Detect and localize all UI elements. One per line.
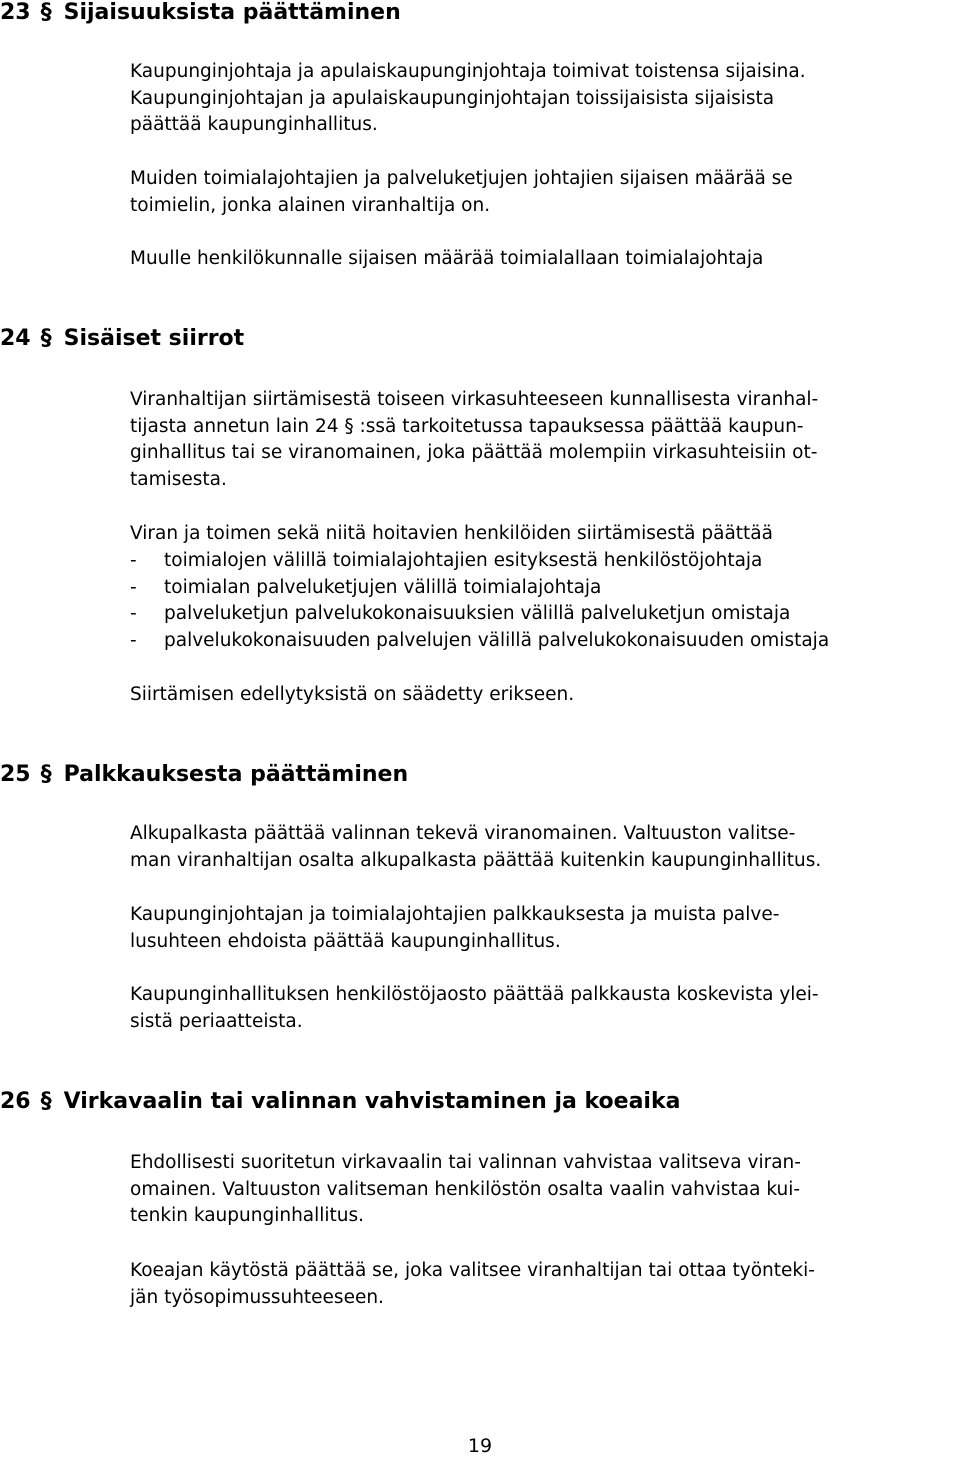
section-25-heading <box>0 762 408 788</box>
text-line: omainen. Valtuuston valitseman henkilöstön osalta vaalin vahvistaa kui- <box>130 1178 801 1200</box>
section-23-paragraph-2 <box>130 166 793 219</box>
text-line: Muiden toimialajohtajien ja palveluketjujen johtajien sijaisen määrää se <box>130 168 793 189</box>
section-number: 26 <box>0 1089 31 1114</box>
list-item <box>130 548 829 575</box>
section-26-paragraph-2 <box>130 1258 815 1311</box>
text-line: Siirtämisen edellytyksistä on säädetty erikseen. <box>130 684 575 705</box>
text-line: Muulle henkilökunnalle sijaisen määrää toimialallaan toimialajohtaja <box>130 248 764 269</box>
section-24-heading <box>0 326 244 352</box>
section-24-list <box>130 548 829 654</box>
section-title: Palkkauksesta päättäminen <box>63 762 409 787</box>
text-line: Ehdollisesti suoritetun virkavaalin tai valinnan vahvistaa valitseva viran- <box>130 1152 801 1173</box>
list-marker: - <box>130 550 137 571</box>
text-line: man viranhaltijan osalta alkupalkasta päättää kuitenkin kaupunginhallitus. <box>130 849 822 871</box>
list-marker: - <box>130 629 137 651</box>
text-line: jän työsopimussuhteeseen. <box>130 1286 384 1308</box>
section-25-paragraph-1 <box>130 821 821 874</box>
text-line: Viranhaltijan siirtämisestä toiseen virkasuhteeseen kunnallisesta viranhal- <box>130 389 819 410</box>
section-number: 23 <box>0 0 31 25</box>
text-line: Koeajan käytöstä päättää se, joka valitsee viranhaltijan tai ottaa työnteki- <box>130 1260 815 1281</box>
section-23-paragraph-1 <box>130 59 806 139</box>
text-line: sistä periaatteista. <box>130 1010 303 1032</box>
section-24-paragraph-2 <box>130 521 773 548</box>
section-number: 25 <box>0 762 31 787</box>
list-item <box>130 575 829 602</box>
section-24-paragraph-3 <box>130 682 574 709</box>
list-marker: - <box>130 603 137 624</box>
text-line: tenkin kaupunginhallitus. <box>130 1205 365 1226</box>
section-symbol: § <box>40 0 52 25</box>
section-symbol: § <box>40 762 52 787</box>
section-title: Virkavaalin tai valinnan vahvistaminen ja koeaika <box>63 1089 681 1114</box>
section-title: Sijaisuuksista päättäminen <box>63 0 401 25</box>
section-title: Sisäiset siirrot <box>63 326 245 351</box>
section-23-heading <box>0 0 401 26</box>
list-item-text: palveluketjun palvelukokonaisuuksien välillä palveluketjun omistaja <box>164 603 791 624</box>
section-26-paragraph-1 <box>130 1150 801 1230</box>
section-symbol: § <box>40 326 52 351</box>
text-line: Kaupunginhallituksen henkilöstöjaosto päättää palkkausta koskevista ylei- <box>130 984 819 1005</box>
text-line: toimielin, jonka alainen viranhaltija on. <box>130 194 491 216</box>
page-number: 19 <box>467 1435 493 1457</box>
section-symbol: § <box>40 1089 52 1114</box>
section-23-paragraph-3 <box>130 246 763 273</box>
text-line: ginhallitus tai se viranomainen, joka päättää molempiin virkasuhteisiin ot- <box>130 442 818 463</box>
section-25-paragraph-3 <box>130 982 819 1035</box>
text-line: Kaupunginjohtajan ja toimialajohtajien palkkauksesta ja muista palve- <box>130 904 780 925</box>
text-line: Viran ja toimen sekä niitä hoitavien henkilöiden siirtämisestä päättää <box>130 523 773 544</box>
text-line: Kaupunginjohtaja ja apulaiskaupunginjohtaja toimivat toistensa sijaisina. <box>130 61 806 82</box>
section-24-paragraph-1 <box>130 387 818 493</box>
text-line: Alkupalkasta päättää valinnan tekevä viranomainen. Valtuuston valitse- <box>130 823 796 844</box>
text-line: tamisesta. <box>130 468 227 490</box>
list-marker: - <box>130 576 137 598</box>
section-number: 24 <box>0 326 31 351</box>
section-26-heading <box>0 1089 680 1115</box>
text-line: Kaupunginjohtajan ja apulaiskaupunginjohtajan toissijaisista sijaisista <box>130 87 775 109</box>
text-line: tijasta annetun lain 24 § :ssä tarkoitetussa tapauksessa päättää kaupun- <box>130 415 804 437</box>
text-line: lusuhteen ehdoista päättää kaupunginhallitus. <box>130 930 561 952</box>
section-25-paragraph-2 <box>130 902 779 955</box>
text-line: päättää kaupunginhallitus. <box>130 114 378 135</box>
list-item-text: toimialan palveluketjujen välillä toimialajohtaja <box>164 576 602 598</box>
list-item-text: toimialojen välillä toimialajohtajien esityksestä henkilöstöjohtaja <box>164 550 763 571</box>
list-item <box>130 628 829 655</box>
list-item <box>130 601 829 628</box>
list-item-text: palvelukokonaisuuden palvelujen välillä palvelukokonaisuuden omistaja <box>164 629 830 651</box>
